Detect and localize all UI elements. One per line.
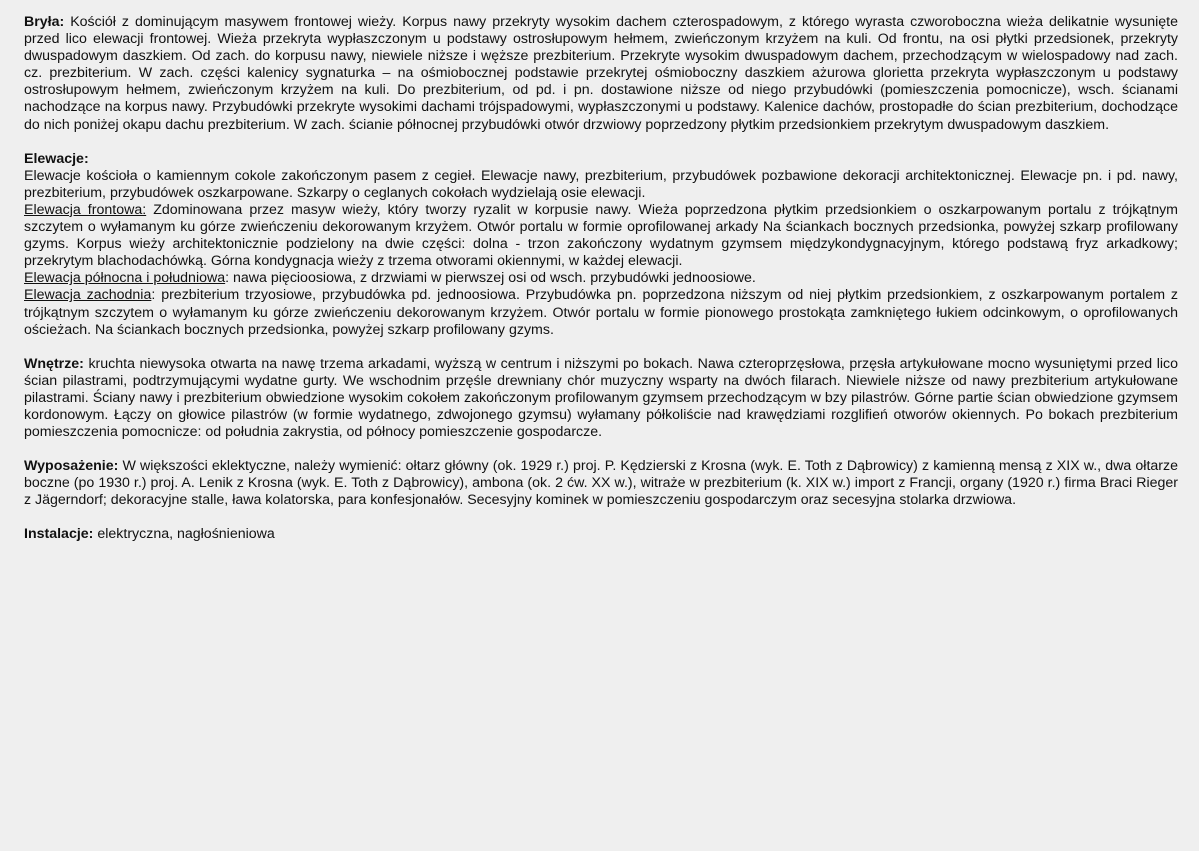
subheading-elewacja-frontowa: Elewacja frontowa:: [24, 201, 147, 218]
section-heading-bryla: Bryła:: [24, 14, 65, 30]
text-elewacja-zachodnia: : prezbiterium trzyosiowe, przybudówka pd. jednoosiowa. Przybudówka pn. poprzedzona niższym od niej płytkim przedsionkiem, z oszkarpowanym portalem z trójkątnym szczytem o wyłamanym ku górze zwieńczeniu dekorowanym krzyżem. Otwór portalu w formie pionowego prostokąta zamkniętego łukiem odcinkowym, o oprofilowanych ościeżach. Na ściankach bocznych przedsionka, powyżej szkarp profilowany gzyms.: [24, 287, 1179, 338]
section-heading-wyposazenie: Wyposażenie:: [24, 458, 119, 475]
document-content: [24, 14, 1178, 544]
section-text-instalacje: elektryczna, nagłośnieniowa: [93, 526, 275, 543]
section-heading-wnetrze: Wnętrze:: [24, 355, 84, 372]
section-text-wnetrze: kruchta niewysoka otwarta na nawę trzema arkadami, wyższą w centrum i niższymi po bokach. Nawa czteroprzęsłowa, przęsła artykułowane mocno wysuniętymi przed lico ścian pilastrami, podtrzymującymi wydatne gurty. We wschodnim przęśle drewniany chór muzyczny wsparty na dwóch filarach. Niewiele niższe od nawy prezbiterium artykułowane pilastrami. Ściany nawy i prezbiterium obwiedzione wysokim cokołem zakończonym profilowanym gzymsem przechodzącym w bzy pilastrów. Górne partie ścian obwiedzione gzymsem kordonowym. Łączy on głowice pilastrów (w formie wydatnego, zdwojonego gzymsu) wyłamany półkoliście nad krawędziami rozglifień otworów okiennych. Po bokach prezbiterium pomieszczenia pomocnicze: od południa zakrystia, od północy pomieszczenie gospodarcze.: [24, 355, 1178, 441]
section-bryla: [24, 14, 1178, 134]
subheading-elewacja-zachodnia: Elewacja zachodnia: [24, 287, 152, 304]
section-text-bryla: Kościół z dominującym masywem frontowej wieży. Korpus nawy przekryty wysokim dachem czterospadowym, z którego wyrasta czworoboczna wieża delikatnie wysunięte przed lico elewacji frontowej. Wieża przekryta wypłaszczonym u podstawy ostrosłupowym hełmem, zwieńczonym krzyżem na kuli. Od frontu, na osi płytki przedsionek, przekryty dwuspadowym daszkiem. Od zach. do korpusu nawy, niewiele niższe i węższe prezbiterium. Przekryte wysokim dwuspadowym dachem, przechodzącym w wielospadowy nad zach. cz. prezbiterium. W zach. części kalenicy sygnaturka – na ośmiobocznej podstawie przekrytej ośmioboczny daszkiem ażurowa glorietta przekryta wypłaszczonym u podstawy ostrosłupowym hełmem, zwieńczonym krzyżem na kuli. Do prezbiterium, od pd. i pn. dostawione niższe od niego przybudówki (pomieszczenia pomocnicze), wsch. ścianami nachodzące na korpus nawy. Przybudówki przekryte wysokimi dachami trójspadowymi, wypłaszczonymi u podstawy. Kalenice dachów, prostopadłe do ścian prezbiterium, dochodzące do nich poniżej okapu dachu prezbiterium. W zach. ścianie północnej przybudówki otwór drzwiowy poprzedzony płytkim przedsionkiem przekrytym dwuspadowym daszkiem.: [24, 14, 1178, 133]
section-wnetrze: [24, 356, 1178, 441]
text-elewacja-polnocna: : nawa pięcioosiowa, z drzwiami w pierwszej osi od wsch. przybudówki jednoosiowe.: [225, 270, 756, 287]
subheading-elewacja-polnocna: Elewacja północna i południowa: [24, 270, 226, 287]
text-elewacja-frontowa: Zdominowana przez masyw wieży, który tworzy ryzalit w korpusie nawy. Wieża poprzedzona płytkim przedsionkiem o oszkarpowanym portalu z trójkątnym szczytem o wyłamanym ku górze zwieńczeniu dekorowanym krzyżem. Otwór portalu w formie oprofilowanej arkady Na ściankach bocznych przedsionka, powyżej szkarp profilowany gzyms. Korpus wieży architektonicznie podzielony na dwie części: dolna - trzon zakończony wydatnym gzymsem międzykondygnacyjnym, którego podstawą fryz arkadkowy; przekrytym blachodachówką. Górna kondygnacja wieży z trzema otworami okiennymi, w każdej elewacji.: [24, 201, 1179, 270]
section-wyposazenie: [24, 458, 1178, 509]
section-text-elewacje-intro: Elewacje kościoła o kamiennym cokole zakończonym pasem z cegieł. Elewacje nawy, prezbiterium, przybudówek pozbawione dekoracji architektonicznej. Elewacje pn. i pd. nawy, prezbiterium, przybudówek oszkarpowane. Szkarpy o ceglanych cokołach wydzielają osie elewacji.: [24, 167, 1178, 201]
section-elewacje: [24, 151, 1178, 339]
section-text-wyposazenie: W większości eklektyczne, należy wymienić: ołtarz główny (ok. 1929 r.) proj. P. Kędzierski z Krosna (wyk. E. Toth z Dąbrowicy) z kamienną mensą z XIX w., dwa ołtarze boczne (po 1930 r.) proj. A. Lenik z Krosna (wyk. E. Toth z Dąbrowicy), ambona (ok. 2 ćw. XX w.), witraże w prezbiterium (k. XIX w.) import z Francji, organy (1920 r.) firma Braci Rieger z Jägerndorf; dekoracyjne stalle, ława kolatorska, para konfesjonałów. Secesyjny kominek w pomieszczeniu gospodarczym oraz secesyjna stolarka drzwiowa.: [24, 458, 1178, 509]
section-heading-elewacje: Elewacje:: [24, 150, 89, 167]
section-heading-instalacje: Instalacje:: [24, 526, 94, 543]
section-instalacje: [24, 526, 1178, 543]
